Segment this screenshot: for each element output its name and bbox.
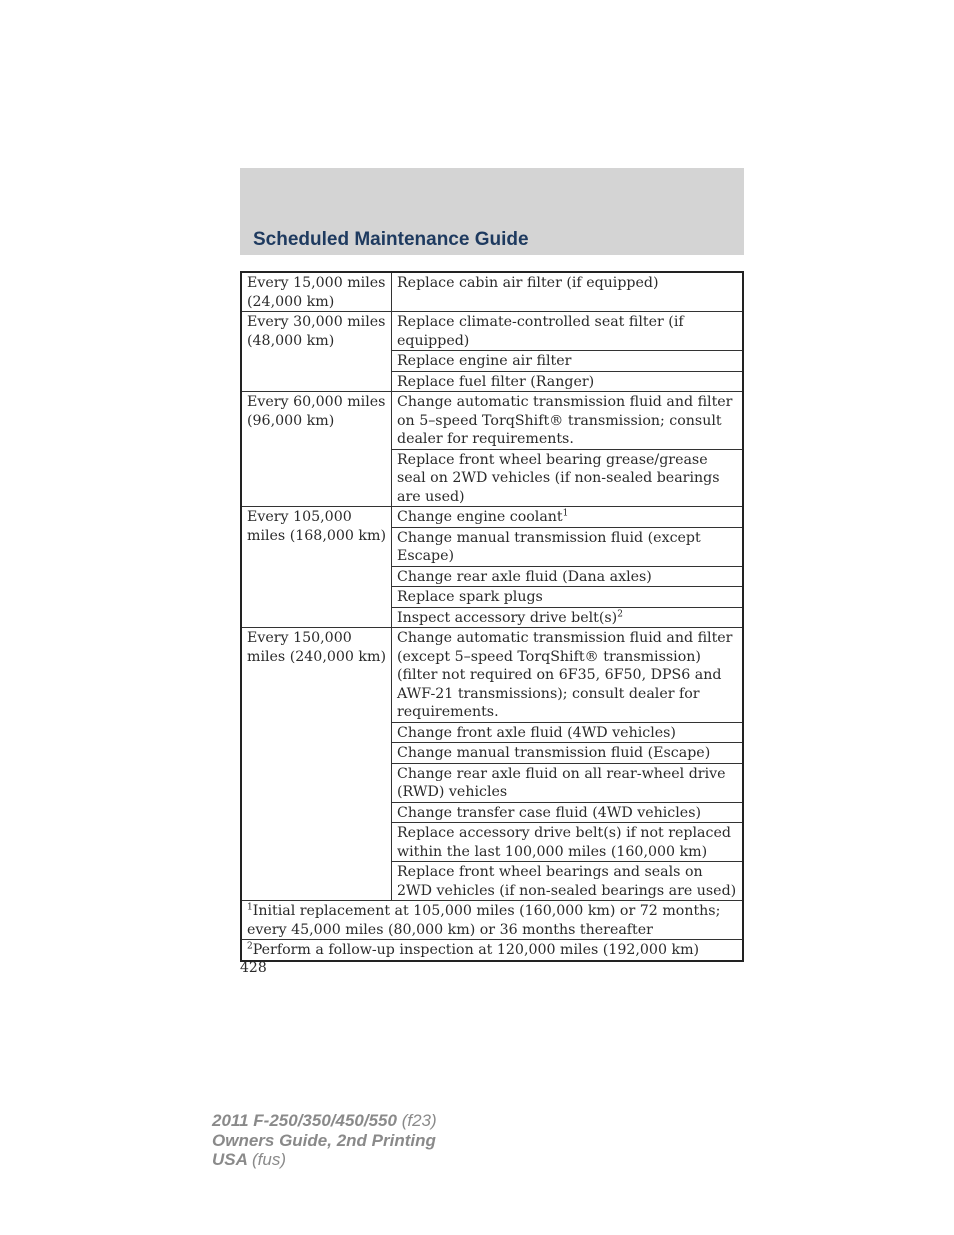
task-text: Change engine coolant [397,509,563,525]
task-cell: Change transfer case fluid (4WD vehicles) [392,802,744,823]
page-title: Scheduled Maintenance Guide [253,229,529,250]
footnote-cell [241,901,743,940]
footnote-mark: 2 [617,608,623,619]
interval-cell: Every 150,000 miles (240,000 km) [241,628,392,901]
interval-cell: Every 60,000 miles (96,000 km) [241,392,392,507]
page-number: 428 [240,960,267,976]
table-row [241,628,743,723]
task-cell: Replace climate-controlled seat filter (if equipped) [392,312,744,351]
task-cell: Replace spark plugs [392,587,744,608]
section-header [240,168,744,255]
footnote-mark: 1 [562,508,569,519]
task-cell: Replace front wheel bearings and seals on 2WD vehicles (if non-sealed bearings are used) [392,862,744,901]
task-cell: Replace accessory drive belt(s) if not replaced within the last 100,000 miles (160,000 km) [392,823,744,862]
task-cell: Change automatic transmission fluid and filter on 5–speed TorqShift® transmission; consult dealer for requirements. [392,392,744,450]
footer-line: Owners Guide, 2nd Printing [212,1130,436,1150]
footer-code: (f23) [401,1111,437,1130]
document-footer [212,1111,437,1170]
task-cell: Change manual transmission fluid (Escape) [392,743,744,764]
footer-model: 2011 F-250/350/450/550 [212,1111,397,1130]
footnote-mark: 2 [247,941,253,952]
task-cell: Change automatic transmission fluid and filter (except 5–speed TorqShift® transmission) (filter not required on 6F35, 6F50, DPS6 and AWF-21 transmissions); consult dealer for requirements. [392,628,744,723]
footer-line [212,1111,437,1131]
task-cell: Change front axle fluid (4WD vehicles) [392,722,744,743]
maintenance-table [240,271,744,962]
table-row [241,392,743,450]
task-cell: Change rear axle fluid (Dana axles) [392,566,744,587]
task-text: Inspect accessory drive belt(s) [397,609,618,626]
task-cell: Replace front wheel bearing grease/grease seal on 2WD vehicles (if non-sealed bearings are used) [392,449,744,507]
task-cell: Change manual transmission fluid (except Escape) [392,527,744,566]
footnote-cell [241,940,743,961]
task-cell: Replace engine air filter [392,351,744,372]
task-cell: Replace fuel filter (Ranger) [392,371,744,392]
table-row [241,507,743,528]
footnote-mark: 1 [247,902,253,913]
task-cell [392,607,744,628]
interval-cell: Every 105,000 miles (168,000 km) [241,507,392,628]
interval-cell: Every 15,000 miles (24,000 km) [241,272,392,312]
table-row [241,272,743,312]
footer-region: USA [212,1150,248,1169]
interval-cell: Every 30,000 miles (48,000 km) [241,312,392,392]
task-cell [392,507,744,528]
table-row [241,312,743,351]
task-cell: Change rear axle fluid on all rear-wheel drive (RWD) vehicles [392,763,744,802]
footnote-row [241,940,743,961]
footnote-text: Perform a follow-up inspection at 120,000 miles (192,000 km) [252,942,700,958]
footer-line [212,1150,437,1170]
footnote-text: Initial replacement at 105,000 miles (160,000 km) or 72 months; every 45,000 miles (80,000 km) or 36 months thereafter [247,903,721,938]
footer-region-code: (fus) [252,1150,286,1169]
footnote-row [241,901,743,940]
task-cell: Replace cabin air filter (if equipped) [392,272,744,312]
